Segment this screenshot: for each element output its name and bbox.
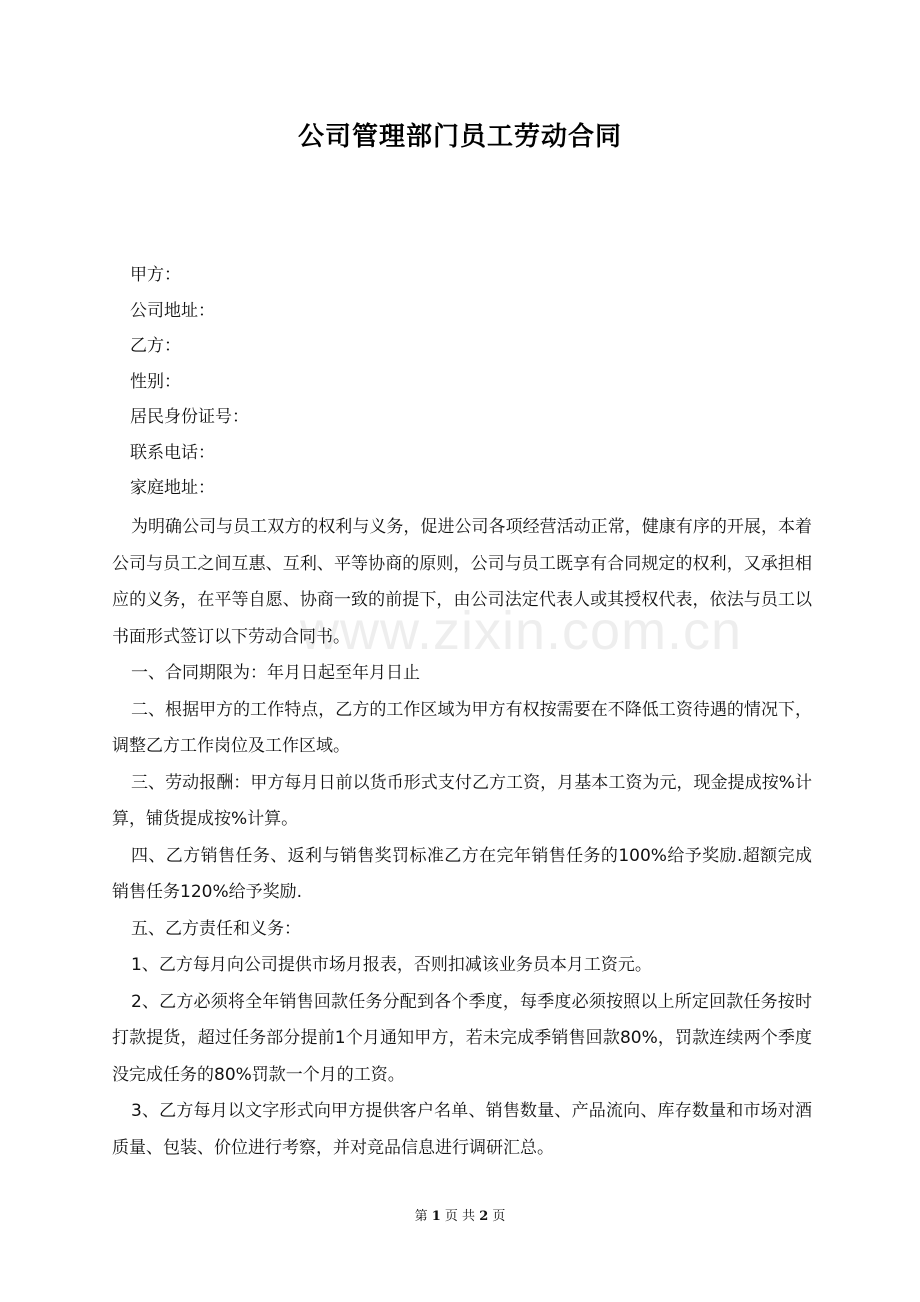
paragraph-compensation: 三、劳动报酬：甲方每月日前以货币形式支付乙方工资，月基本工资为元，现金提成按%计算，铺货提成按%计算。	[112, 772, 812, 829]
field-party-b: 乙方：	[130, 336, 181, 356]
paragraph-duties-heading: 五、乙方责任和义务：	[131, 918, 301, 939]
paragraph-preamble: 为明确公司与员工双方的权利与义务，促进公司各项经营活动正常，健康有序的开展，本着公司与员工之间互惠、互利、平等协商的原则，公司与员工既享有合同规定的权利，又承担相应的义务，在平等自愿、协商一致的前提下，由公司法定代表人或其授权代表，依法与员工以书面形式签订以下劳动合同书。	[112, 517, 812, 647]
field-company-address: 公司地址：	[130, 300, 215, 321]
paragraph-duty-1: 1、乙方每月向公司提供市场月报表，否则扣减该业务员本月工资元。	[131, 955, 652, 975]
paragraph-duty-2: 2、乙方必须将全年销售回款任务分配到各个季度，每季度必须按照以上所定回款任务按时打款提货，超过任务部分提前1个月通知甲方，若未完成季销售回款80%，罚款连续两个季度没完成任务的80%罚款一个月的工资。	[112, 991, 812, 1085]
paragraph-duty-3: 3、乙方每月以文字形式向甲方提供客户名单、销售数量、产品流向、库存数量和市场对酒质量、包装、价位进行考察，并对竞品信息进行调研汇总。	[112, 1101, 812, 1158]
footer-middle: 页 共	[444, 1209, 476, 1224]
paragraph-sales-targets: 四、乙方销售任务、返利与销售奖罚标准乙方在完年销售任务的100%给予奖励.超额完成销售任务120%给予奖励.	[112, 845, 812, 902]
paragraph-work-area: 二、根据甲方的工作特点，乙方的工作区域为甲方有权按需要在不降低工资待遇的情况下，调整乙方工作岗位及工作区域。	[112, 699, 812, 756]
party-info-fields	[130, 258, 249, 507]
footer-current-page: 1	[431, 1209, 441, 1224]
field-gender: 性别：	[130, 371, 181, 392]
footer-total-pages: 2	[479, 1209, 489, 1224]
footer-prefix: 第	[414, 1209, 428, 1224]
footer-suffix: 页	[492, 1209, 506, 1224]
document-title: 公司管理部门员工劳动合同	[297, 122, 622, 152]
contract-body	[112, 509, 812, 1166]
field-home-address: 家庭地址：	[130, 478, 215, 498]
field-phone: 联系电话：	[130, 442, 215, 463]
paragraph-term: 一、合同期限为：年月日起至年月日止	[131, 663, 420, 683]
watermark: www.zixin.com.cn	[300, 601, 743, 661]
field-party-a: 甲方：	[130, 265, 181, 285]
page-footer	[0, 1205, 920, 1224]
field-id-number: 居民身份证号：	[130, 407, 249, 427]
